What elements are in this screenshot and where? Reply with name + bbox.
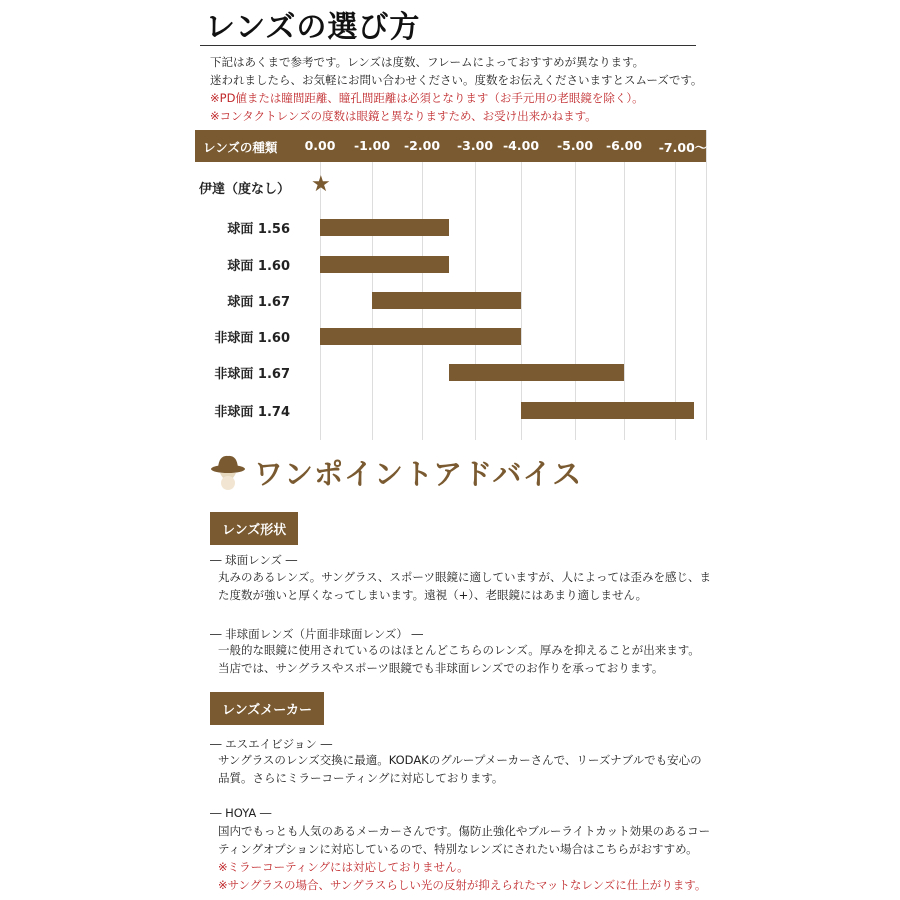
tick-label: -3.00 [456,138,494,153]
intro-note: ※PD値または瞳間距離、瞳孔間距離は必須となります（お手元用の老眼鏡を除く）。 [210,91,644,105]
grid-line [575,162,576,440]
section-label-lens-shape: レンズ形状 [210,512,298,545]
intro-note: ※コンタクトレンズの度数は眼鏡と異なりますため、お受け出来かねます。 [210,109,597,123]
tick-label: 0.00 [304,138,336,153]
row-label: 非球面 1.67 [214,367,290,382]
intro-line: 下記はあくまで参考です。レンズは度数、フレームによっておすすめが異なります。 [210,55,645,69]
range-bar [449,364,625,381]
item-text: 一般的な眼鏡に使用されているのはほとんどこちらのレンズ。厚みを抑えることが出来ます。 [218,643,700,657]
grid-line [521,162,522,440]
tick-label: -5.00 [556,138,594,153]
row-label: 非球面 1.74 [214,405,290,420]
item-text: 当店では、サングラスやスポーツ眼鏡でも非球面レンズでのお作りを承っております。 [218,661,664,675]
tick-label: -6.00 [605,138,643,153]
intro-line: 迷われましたら、お気軽にお問い合わせください。度数をお伝えくださいますとスムーズです。 [210,73,703,87]
range-bar [521,402,694,419]
item-text: ティングオプションに対応しているので、特別なレンズにされたい場合はこちらがおすすめ。 [218,842,698,856]
item-text: 国内でもっとも人気のあるメーカーさんです。傷防止強化やブルーライトカット効果のあるコー [218,824,711,838]
range-bar [372,292,521,309]
star-icon: ★ [311,172,331,197]
item-note: ※サングラスの場合、サングラスらしい光の反射が抑えられたマットなレンズに仕上がります。 [218,878,707,892]
row-label: 球面 1.56 [227,222,290,237]
page-title: レンズの選び方 [205,10,421,45]
tick-label: -2.00 [403,138,441,153]
item-text: サングラスのレンズ交換に最適。KODAKのグループメーカーさんで、リーズナブルでも安心の [218,753,702,767]
section-label-lens-maker: レンズメーカー [210,692,324,725]
item-text: た度数が強いと厚くなってしまいます。遠視（+）、老眼鏡にはあまり適しません。 [218,588,648,602]
item-text: 品質。さらにミラーコーティングに対応しております。 [218,771,504,785]
item-heading: ― エスエイビジョン ― [210,737,333,751]
chart-header [195,130,706,162]
range-bar [320,256,449,273]
grid-line [320,162,321,440]
range-bar [320,219,449,236]
item-heading: ― 非球面レンズ（片面非球面レンズ） ― [210,627,424,641]
row-label: 球面 1.60 [227,259,290,274]
tick-label: -1.00 [353,138,391,153]
row-label: 非球面 1.60 [214,331,290,346]
hat-icon [210,453,246,493]
advice-title: ワンポイントアドバイス [254,457,583,491]
item-text: 丸みのあるレンズ。サングラス、スポーツ眼鏡に適していますが、人によっては歪みを感じ、ま [218,570,711,584]
range-bar [320,328,521,345]
row-label: 伊達（度なし） [198,182,290,197]
item-heading: ― HOYA ― [210,806,272,820]
title-divider [200,45,696,46]
chart-header-label: レンズの種類 [203,140,278,155]
grid-line [624,162,625,440]
lens-chart [195,130,707,440]
advice-header [210,452,582,493]
tick-label: -4.00 [502,138,540,153]
item-heading: ― 球面レンズ ― [210,553,298,567]
row-label: 球面 1.67 [227,295,290,310]
tick-label: -7.00〜 [658,140,708,155]
item-note: ※ミラーコーティングには対応しておりません。 [218,860,469,874]
grid-line [675,162,676,440]
